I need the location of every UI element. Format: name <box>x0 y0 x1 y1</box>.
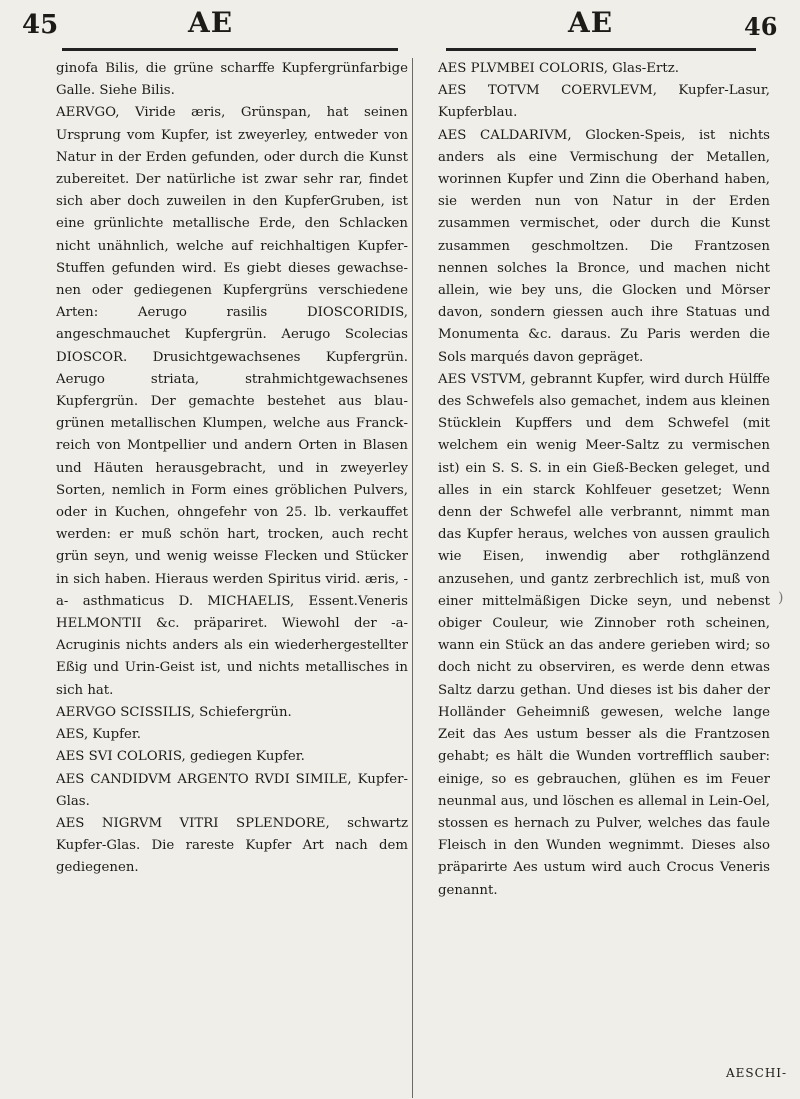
catchword: AESCHI- <box>726 1066 788 1080</box>
header-rule-right <box>446 48 756 51</box>
entry-aes-nigrum: AES NIGRVM VITRI SPLENDORE, schwartz Kupfer-Glas. Die rareste Kupfer Art nach dem gediegenen. <box>56 815 408 876</box>
left-column <box>56 58 408 1088</box>
header-rule-left <box>62 48 398 51</box>
entry-aes-ustum: AES VSTVM, gebrannt Kupfer, wird durch Hülffe des Schwefels also gemachet, indem aus kleinen Stücklein Kupffers und dem Schwefel (mit welchem ein wenig Meer-Saltz zu vermischen ist) ein S. S. S. in ein Gieß-Becken geleget, und alles in ein starck Kohlfeuer gesetzet; Wenn denn der Schwefel alle verbrannt, nimmt man das Kupfer heraus, welches von aussen graulich wie Eisen, inwendig aber rothglänzend anzusehen, und gantz zerbrechlich ist, muß von einer mittelmäßigen Dicke seyn, und nebenst obiger Couleur, wie Zinnober roth scheinen, wann ein Stück an das andere gerieben wird; so doch nicht zu observiren, es werde denn etwas Saltz darzu gethan. Und dieses ist bis daher der Holländer Geheimniß gewesen, welche lange Zeit das Aes ustum besser als die Frantzosen gehabt; es hält die Wunden vortrefflich sauber: einige, so es gebrauchen, glühen es im Feuer neunmal aus, und löschen es allemal in Lein-Oel, stossen es hernach zu Pulver, welches das faule Fleisch in den Wunden wegnimmt. Dieses also präparirte Aes ustum wird auch Crocus Veneris genannt. <box>438 371 770 898</box>
right-column <box>438 58 770 1088</box>
entry-ginosa-bilis: ginofa Bilis, die grüne scharffe Kupfergrünfarbige Galle. Siehe Bilis. <box>56 61 408 99</box>
entry-aes-candidum: AES CANDIDVM ARGENTO RVDI SIMILE, Kupfer-Glas. <box>56 771 408 809</box>
page-number-left: 45 <box>22 10 59 40</box>
page-number-right: 46 <box>744 12 778 41</box>
margin-mark: ) <box>778 590 784 606</box>
entry-aerugo: AERVGO, Viride æris, Grünspan, hat seinen Ursprung vom Kupfer, ist zweyerley, entweder von Natur in der Erden gefunden, oder durch die Kunst zubereitet. Der natürliche ist zwar sehr rar, findet sich aber doch zuweilen in den KupferGruben, ist eine grünlichte metallische Erde, den Schlacken nicht unähnlich, welche auf reichhaltigen Kupfer-Stuffen gefunden wird. Es giebt dieses gewachsenen oder gediegenen Kupfergrüns verschiedene Arten: Aerugo rasilis DIOSCORIDIS, angeschmauchet Kupfergrün. Aerugo Scolecias DIOSCOR. Drusichtgewachsenes Kupfergrün. Aerugo striata, strahmichtgewachsenes Kupfergrün. Der gemachte bestehet aus blau-grünen metallischen Klumpen, welche aus Franckreich von Montpellier und andern Orten in Blasen und Häuten herausgebracht, und in zweyerley Sorten, nemlich in Form eines gröblichen Pulvers, oder in Kuchen, ohngefehr von 25. lb. verkauffet werden: er muß schön hart, trocken, auch recht grün seyn, und wenig weisse Flecken und Stücker in sich haben. Hieraus werden Spiritus virid. æris, -a- asthmaticus D. MICHAELIS, Essent.Veneris HELMONTII &c. präpariret. Wiewohl der -a- Acruginis nichts anders als ein wiederhergestellter Eßig und Urin-Geist ist, und nichts metallisches in sich hat. <box>56 105 408 698</box>
page-header <box>0 0 800 52</box>
running-headword-left: AE <box>188 6 234 39</box>
entry-aes-caldarium: AES CALDARIVM, Glocken-Speis, ist nichts anders als eine Vermischung der Metallen, worinnen Kupfer und Zinn die Oberhand haben, sie werden nun von Natur in der Erden zusammen vermischet, oder durch die Kunst zusammen geschmoltzen. Die Frantzosen nennen solches la Bronce, und machen nicht allein, wie bey uns, die Glocken und Mörser davon, sondern giessen auch ihre Statuas und Monumenta &c. daraus. Zu Paris werden die Sols marqués davon gepräget. <box>438 127 770 365</box>
entry-aes-totum-coeruleum: AES TOTVM COERVLEVM, Kupfer-Lasur, Kupferblau. <box>438 83 770 121</box>
entry-aerugo-scissilis: AERVGO SCISSILIS, Schiefergrün. <box>56 704 292 720</box>
entry-aes-sui-coloris: AES SVI COLORIS, gediegen Kupfer. <box>56 749 305 765</box>
entry-aes: AES, Kupfer. <box>56 727 142 743</box>
entry-aes-plumbei: AES PLVMBEI COLORIS, Glas-Ertz. <box>438 61 679 76</box>
running-headword-right: AE <box>568 6 614 39</box>
column-divider <box>412 58 413 1098</box>
